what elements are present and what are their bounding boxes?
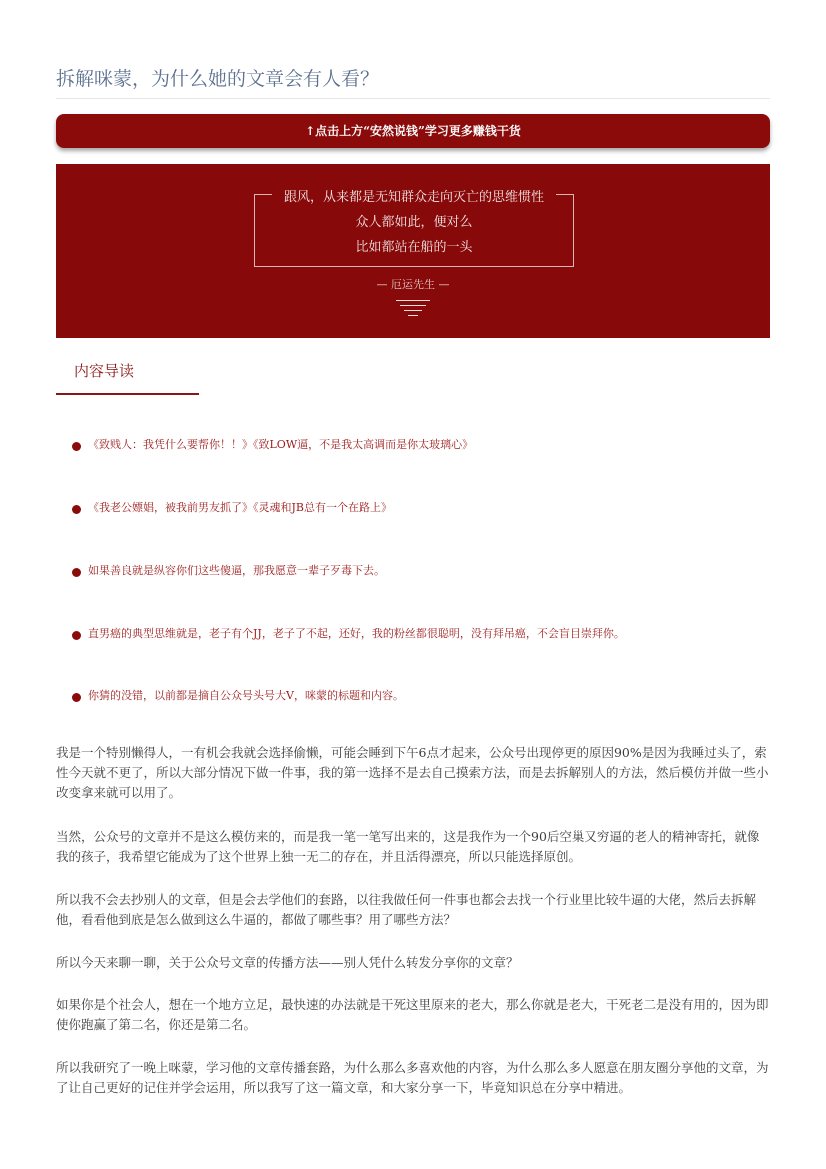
toc-item[interactable] — [72, 562, 762, 578]
quote-line-2: 众人都如此，便对么 — [355, 215, 473, 230]
toc-title: 内容导读 — [74, 362, 135, 380]
bullet-icon — [72, 693, 81, 702]
bullet-icon — [72, 631, 81, 640]
toc-item-text: 《致贱人：我凭什么要帮你！！》《致LOW逼，不是我太高调而是你太玻璃心》 — [88, 438, 474, 451]
bullet-icon — [72, 568, 81, 577]
title-divider — [56, 98, 770, 99]
toc-item-text: 直男癌的典型思维就是，老子有个JJ，老子了不起，还好，我的粉丝都很聪明，没有拜吊癌，不会盲目崇拜你。 — [88, 627, 625, 640]
article-title: 拆解咪蒙，为什么她的文章会有人看？ — [56, 68, 380, 90]
follow-banner[interactable]: ↑点击上方“安然说钱”学习更多赚钱干货 — [56, 114, 770, 148]
quote-line-1: 跟风，从来都是无知群众走向灭亡的思维惯性 — [283, 190, 544, 205]
body-paragraph: 如果你是个社会人，想在一个地方立足，最快速的办法就是干死这里原来的老大，那么你就是老大，干死老二是没有用的，因为即使你跑赢了第二名，你还是第二名。 — [56, 997, 769, 1032]
quote-author: — 厄运先生 — — [376, 278, 450, 291]
body-paragraph: 当然，公众号的文章并不是这么模仿来的，而是我一笔一笔写出来的，这是我作为一个90后空巢又穷逼的老人的精神寄托，就像我的孩子，我希望它能成为了这个世界上独一无二的存在，并且活得漂亮，所以只能选择原创。 — [56, 829, 760, 864]
toc-item[interactable] — [72, 499, 762, 515]
bullet-icon — [72, 505, 81, 514]
quote-line-3: 比如都站在船的一头 — [355, 240, 473, 255]
bullet-icon — [72, 442, 81, 451]
quote-frame — [254, 190, 574, 267]
body-paragraph: 所以我研究了一晚上咪蒙，学习他的文章传播套路，为什么那么多喜欢他的内容，为什么那么多人愿意在朋友圈分享他的文章，为了让自己更好的记住并学会运用，所以我写了这一篇文章，和大家分享一下，毕竟知识总在分享中精进。 — [56, 1060, 769, 1095]
toc-item-text: 你猜的没错，以前都是摘自公众号头号大V，咪蒙的标题和内容。 — [88, 689, 404, 702]
divider-lines-icon — [396, 300, 430, 318]
toc-item-text: 如果善良就是纵容你们这些傻逼，那我愿意一辈子歹毒下去。 — [88, 564, 385, 577]
body-paragraph: 所以今天来聊一聊，关于公众号文章的传播方法——别人凭什么转发分享你的文章？ — [56, 955, 519, 970]
body-paragraph: 我是一个特别懒得人，一有机会我就会选择偷懒，可能会睡到下午6点才起来，公众号出现停更的原因90%是因为我睡过头了，索性今天就不更了，所以大部分情况下做一件事，我的第一选择不是去自己摸索方法，而是去拆解别人的方法，然后模仿并做一些小改变拿来就可以用了。 — [56, 745, 769, 800]
quote-block — [56, 164, 770, 338]
toc-item[interactable] — [72, 687, 762, 703]
body-paragraph: 所以我不会去抄别人的文章，但是会去学他们的套路，以往我做任何一件事也都会去找一个行业里比较牛逼的大佬，然后去拆解他，看看他到底是怎么做到这么牛逼的，都做了哪些事？用了哪些方法？ — [56, 892, 757, 927]
toc-item[interactable] — [72, 436, 762, 452]
toc-underline — [56, 393, 199, 395]
toc-item[interactable] — [72, 625, 762, 641]
toc-item-text: 《我老公嫖娼，被我前男友抓了》《灵魂和JB总有一个在路上》 — [88, 501, 392, 514]
